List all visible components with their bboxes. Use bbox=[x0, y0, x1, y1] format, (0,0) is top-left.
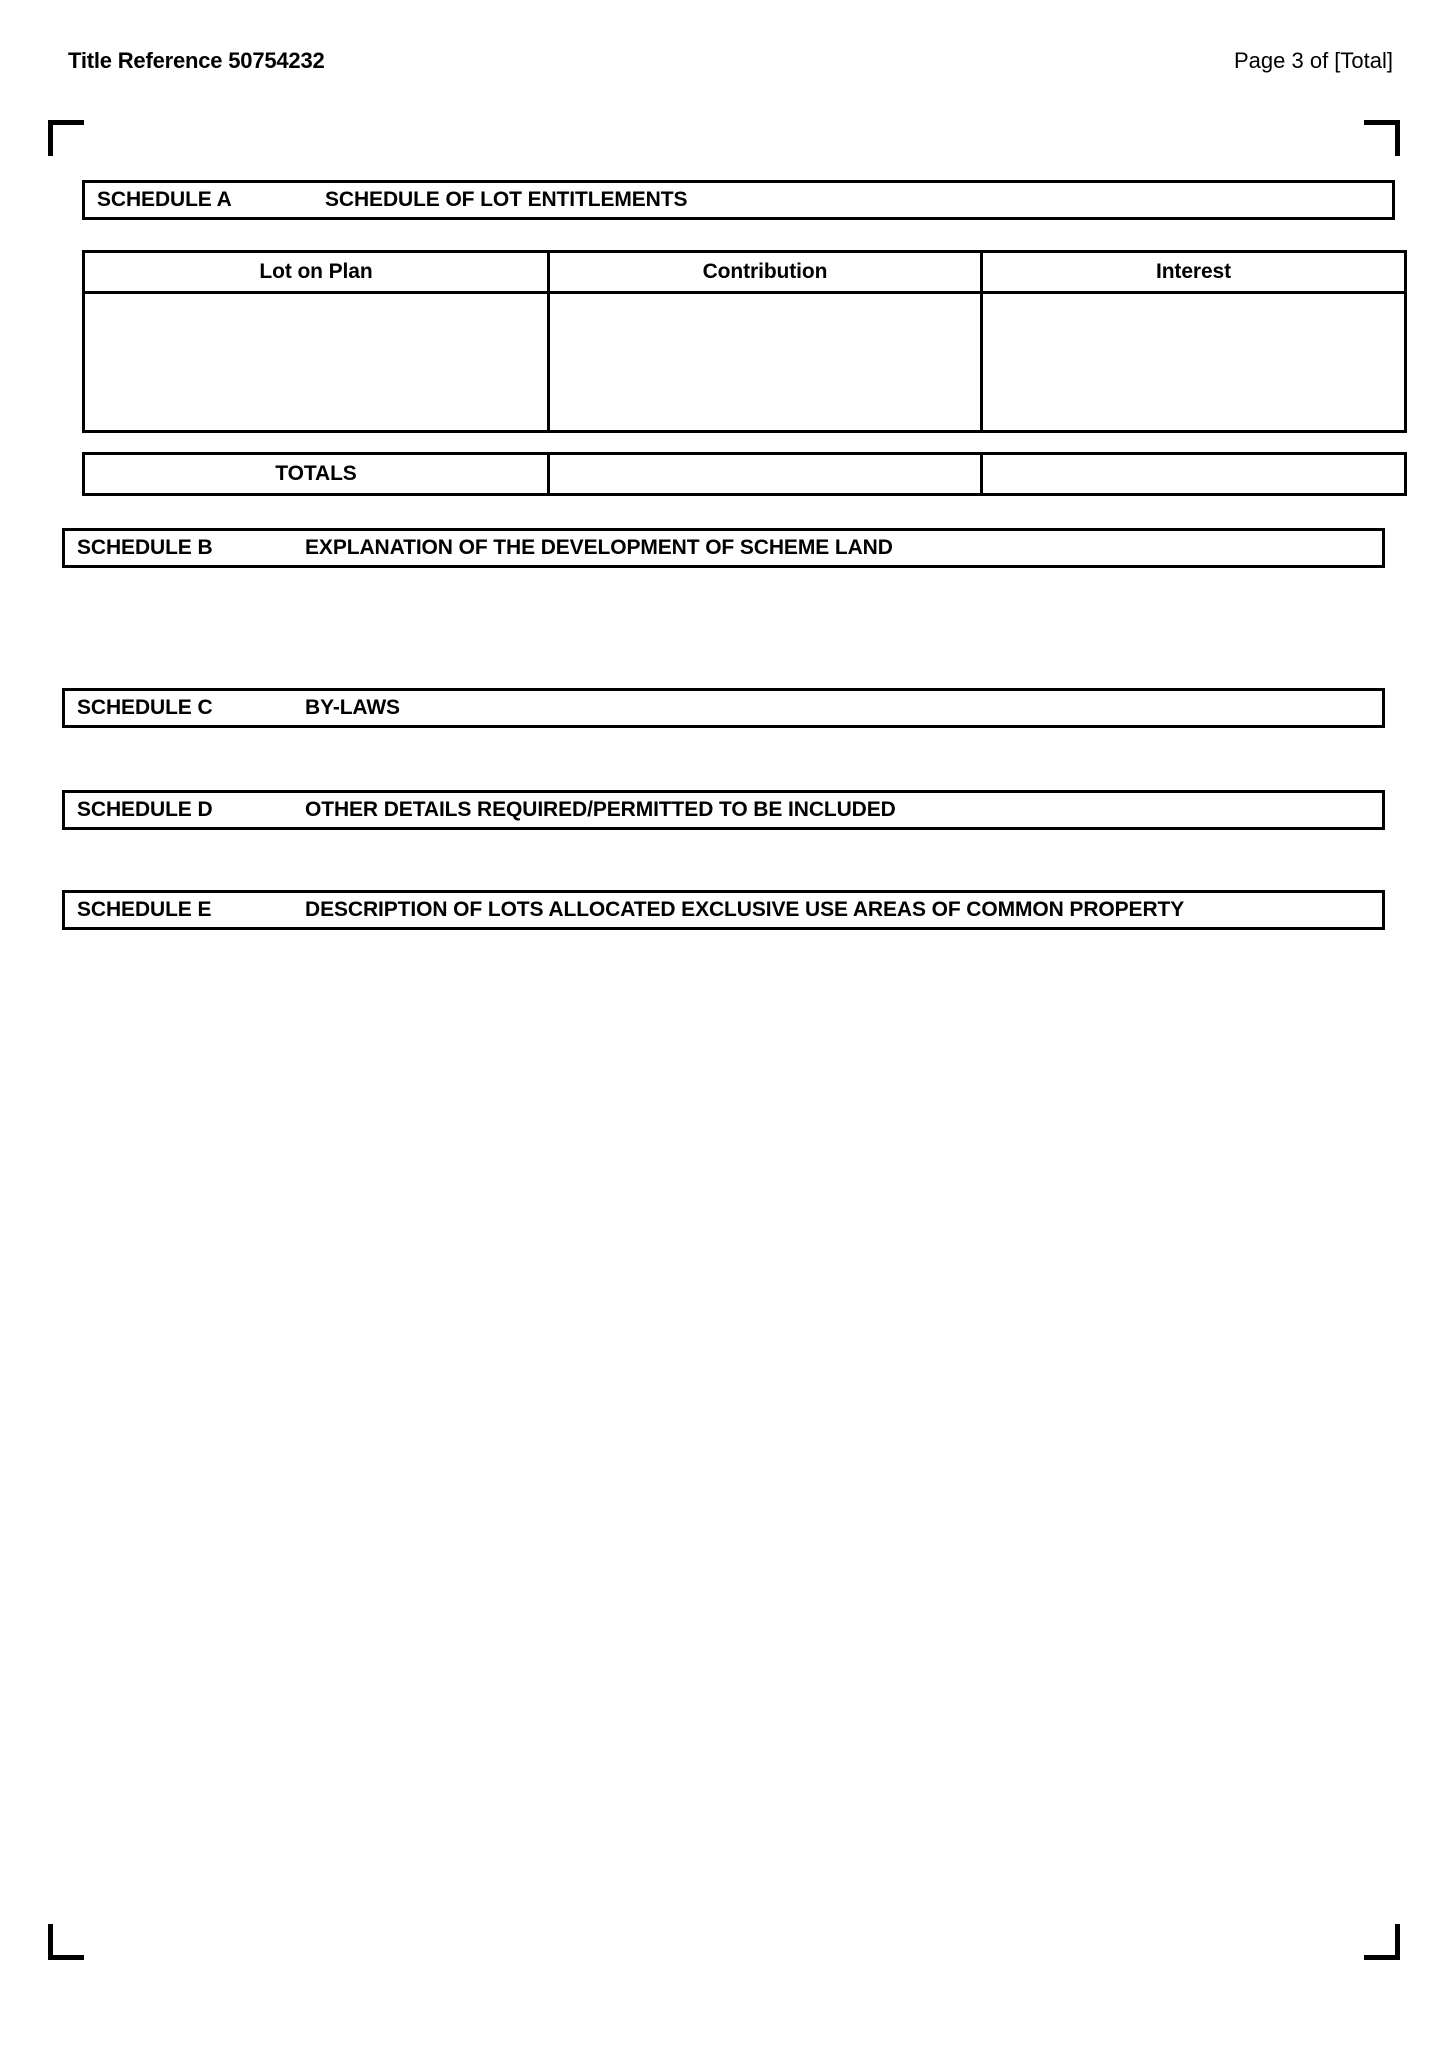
crop-mark-vertical-bar bbox=[1395, 1924, 1400, 1960]
schedule-b-code: SCHEDULE B bbox=[77, 536, 213, 559]
schedule-a-banner-inner bbox=[85, 183, 1392, 217]
crop-mark-vertical-bar bbox=[1395, 120, 1400, 156]
schedule-e-code: SCHEDULE E bbox=[77, 898, 212, 921]
schedule-d-content-area[interactable] bbox=[62, 833, 1385, 889]
schedule-d-title: OTHER DETAILS REQUIRED/PERMITTED TO BE INCLUDED bbox=[305, 798, 896, 821]
schedule-e-title: DESCRIPTION OF LOTS ALLOCATED EXCLUSIVE USE AREAS OF COMMON PROPERTY bbox=[305, 898, 1185, 921]
crop-mark-vertical-bar bbox=[48, 120, 53, 156]
totals-label: TOTALS bbox=[84, 454, 549, 495]
table-header-row bbox=[84, 252, 1406, 293]
cell-contribution[interactable] bbox=[549, 293, 982, 432]
crop-mark-top-right-icon bbox=[1364, 120, 1400, 156]
totals-table-body bbox=[84, 454, 1406, 495]
page-indicator: Page 3 of [Total] bbox=[1234, 48, 1393, 73]
lot-entitlements-table-head bbox=[84, 252, 1406, 293]
page-header bbox=[0, 48, 1448, 82]
lot-entitlements-totals-table bbox=[82, 452, 1407, 496]
crop-mark-horizontal-bar bbox=[48, 120, 84, 125]
lot-entitlements-table bbox=[82, 250, 1407, 433]
title-reference: Title Reference 50754232 bbox=[68, 48, 325, 73]
schedule-b-title: EXPLANATION OF THE DEVELOPMENT OF SCHEME LAND bbox=[305, 536, 893, 559]
table-row bbox=[84, 293, 1406, 432]
schedule-d-banner-inner bbox=[65, 793, 1382, 827]
schedule-e-banner-inner bbox=[65, 893, 1382, 927]
schedule-c-banner bbox=[62, 688, 1385, 728]
schedule-b-content-area[interactable] bbox=[62, 571, 1385, 685]
schedule-b-banner-inner bbox=[65, 531, 1382, 565]
schedule-a-banner bbox=[82, 180, 1395, 220]
cell-interest[interactable] bbox=[982, 293, 1406, 432]
schedule-e-content-area[interactable] bbox=[62, 933, 1385, 1893]
schedule-c-code: SCHEDULE C bbox=[77, 696, 213, 719]
column-header-interest: Interest bbox=[982, 252, 1406, 293]
crop-mark-bottom-left-icon bbox=[48, 1924, 84, 1960]
totals-cell-contribution[interactable] bbox=[549, 454, 982, 495]
column-header-contribution: Contribution bbox=[549, 252, 982, 293]
column-header-lot-on-plan: Lot on Plan bbox=[84, 252, 549, 293]
schedule-c-content-area[interactable] bbox=[62, 731, 1385, 787]
schedule-a-code: SCHEDULE A bbox=[97, 188, 232, 211]
cell-lot-on-plan[interactable] bbox=[84, 293, 549, 432]
totals-cell-interest[interactable] bbox=[982, 454, 1406, 495]
schedule-d-banner bbox=[62, 790, 1385, 830]
schedule-e-banner bbox=[62, 890, 1385, 930]
crop-mark-bottom-right-icon bbox=[1364, 1924, 1400, 1960]
schedule-c-banner-inner bbox=[65, 691, 1382, 725]
crop-mark-horizontal-bar bbox=[48, 1955, 84, 1960]
crop-mark-top-left-icon bbox=[48, 120, 84, 156]
schedule-c-title: BY-LAWS bbox=[305, 696, 400, 719]
crop-mark-vertical-bar bbox=[48, 1924, 53, 1960]
schedule-d-code: SCHEDULE D bbox=[77, 798, 213, 821]
totals-row bbox=[84, 454, 1406, 495]
lot-entitlements-table-body bbox=[84, 293, 1406, 432]
schedule-a-title: SCHEDULE OF LOT ENTITLEMENTS bbox=[325, 188, 688, 211]
schedule-b-banner bbox=[62, 528, 1385, 568]
